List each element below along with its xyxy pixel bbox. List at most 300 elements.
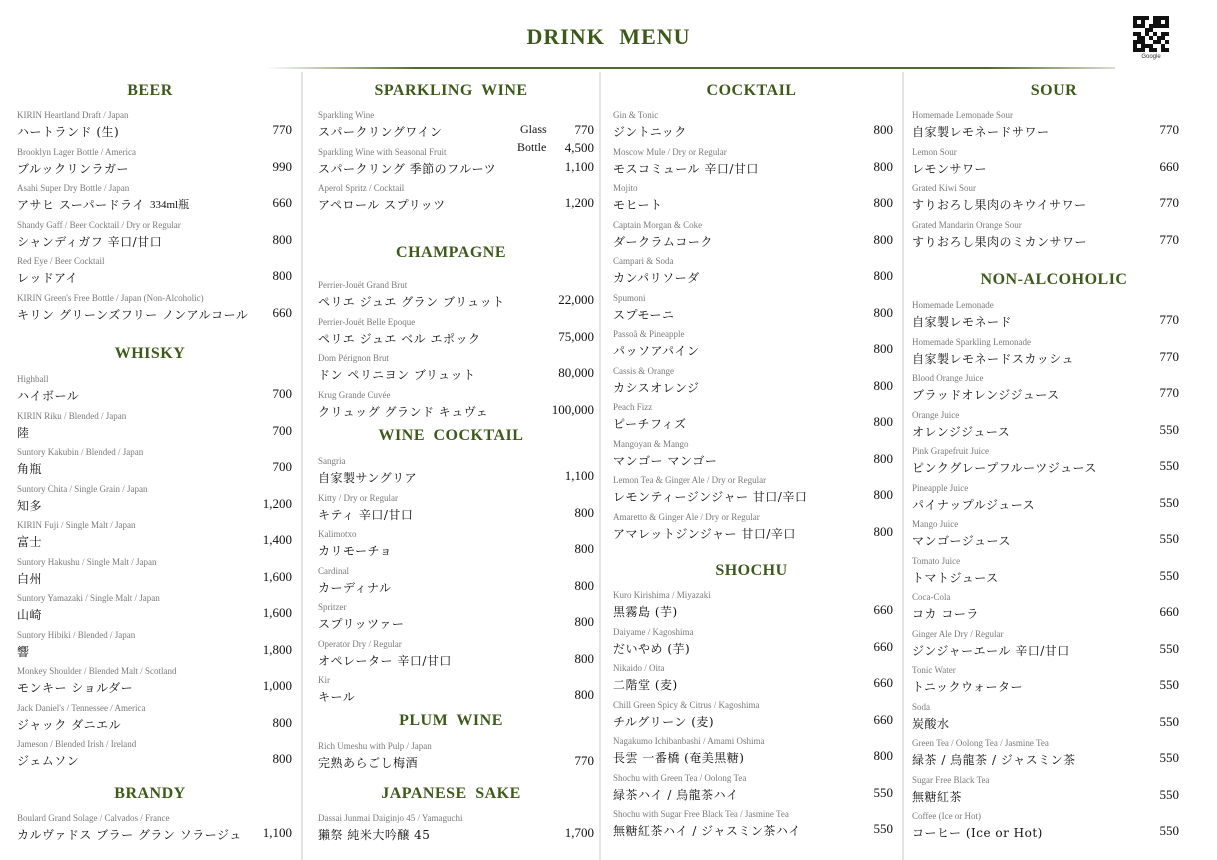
menu-item[interactable]	[0, 183, 300, 217]
menu-item[interactable]	[601, 147, 902, 181]
item-price: 660	[873, 675, 893, 690]
item-price: 660	[272, 304, 292, 320]
menu-item[interactable]	[601, 736, 902, 770]
item-price: 550	[1159, 640, 1179, 656]
item-japanese-name: ペリエ ジュエ ベル エポック	[318, 331, 481, 346]
menu-column-4	[904, 72, 1204, 860]
item-english-name: Captain Morgan & Coke	[613, 219, 703, 230]
item-price: 800	[873, 414, 893, 429]
menu-item[interactable]	[0, 557, 300, 591]
item-japanese-name: モンキー ショルダー	[17, 681, 134, 695]
item-price: 800	[873, 450, 893, 466]
item-english-name: Orange Juice	[912, 409, 960, 420]
item-english-name: Green Tea / Oolong Tea / Jasmine Tea	[912, 738, 1049, 748]
item-japanese-name: 長雲 一番橋 (奄美黒糖)	[613, 751, 745, 765]
item-japanese-name: コーヒー (Ice or Hot)	[912, 826, 1043, 840]
item-japanese-name: クリュッグ グランド キュヴェ	[318, 404, 489, 419]
item-english-name: Perrier-Jouët Grand Brut	[318, 280, 408, 290]
item-japanese-name: 炭酸水	[912, 716, 950, 731]
item-price: 700	[272, 422, 292, 438]
item-japanese-name: パイナップルジュース	[912, 497, 1036, 512]
item-japanese-name: カンパリソーダ	[613, 271, 700, 285]
item-japanese-name: シャンディガフ 辛口/甘口	[17, 234, 163, 249]
item-japanese-name: アサヒ スーパードライ	[17, 198, 145, 212]
menu-column-2	[303, 72, 599, 860]
item-english-name: Grated Kiwi Sour	[912, 183, 976, 193]
item-japanese-name: アペロール スプリッツ	[318, 198, 446, 212]
item-english-name: Lemon Tea & Ginger Ale / Dry or Regular	[613, 475, 767, 485]
item-price: 800	[873, 341, 893, 356]
item-japanese-name: ジンジャーエール 辛口/甘口	[912, 643, 1070, 658]
menu-column-3	[601, 72, 902, 860]
item-japanese-name: ハイボール	[17, 389, 80, 403]
item-price: 800	[272, 714, 292, 730]
menu-item[interactable]	[904, 446, 1204, 480]
menu-item[interactable]	[904, 592, 1204, 626]
section-title: PLUM WINE	[399, 712, 503, 729]
item-japanese-name: 自家製レモネードスカッシュ	[912, 351, 1075, 366]
menu-item[interactable]	[0, 110, 300, 144]
item-price: 1,600	[262, 568, 292, 584]
menu-item[interactable]	[904, 220, 1204, 254]
item-english-name: Cassis & Orange	[613, 365, 674, 376]
item-price: 550	[1159, 421, 1179, 437]
item-japanese-name: ドン ペリニヨン ブリュット	[318, 368, 476, 382]
item-japanese-name: 自家製サングリア	[318, 471, 418, 485]
menu-item[interactable]	[303, 493, 599, 527]
menu-item[interactable]	[0, 593, 300, 627]
item-japanese-name: トニックウォーター	[912, 680, 1024, 694]
item-english-name: KIRIN Heartland Draft / Japan	[17, 110, 129, 120]
item-japanese-name: ジャック ダニエル	[17, 717, 122, 732]
item-japanese-name: オレンジジュース	[912, 424, 1011, 439]
menu-item[interactable]	[601, 329, 902, 363]
item-english-name: Pineapple Juice	[912, 482, 969, 493]
item-price: 800	[272, 268, 292, 283]
item-english-name: Homemade Lemonade Sour	[912, 110, 1013, 120]
menu-item[interactable]	[303, 456, 599, 490]
item-english-name: Shochu with Green Tea / Oolong Tea	[613, 772, 747, 783]
item-japanese-name: 完熟あらごし梅酒	[318, 756, 419, 770]
item-english-name: Daiyame / Kagoshima	[613, 626, 694, 637]
item-japanese-name: スパークリングワイン	[318, 125, 443, 139]
item-english-name: Dassai Junmai Daiginjo 45 / Yamaguchi	[318, 813, 463, 823]
menu-item[interactable]	[601, 590, 902, 624]
item-japanese-name: カリモーチョ	[318, 544, 393, 558]
item-japanese-name: ピーチフィズ	[613, 417, 687, 431]
item-price: 1,100	[564, 158, 594, 174]
menu-item[interactable]	[601, 663, 902, 697]
item-english-name: Spumoni	[613, 292, 646, 303]
page-title: DRINK MENU	[526, 24, 691, 49]
menu-item[interactable]	[601, 773, 902, 807]
menu-item[interactable]	[0, 293, 300, 327]
item-price: 550	[873, 821, 893, 836]
item-japanese-name: 白州	[17, 571, 43, 586]
menu-item[interactable]	[303, 639, 599, 673]
bottle-label: Bottle	[517, 140, 547, 154]
item-price: 800	[574, 504, 594, 520]
menu-column-1	[0, 72, 300, 860]
item-japanese-name: 無糖紅茶	[912, 789, 963, 804]
item-price: 800	[574, 687, 594, 702]
item-price: 550	[1159, 677, 1179, 692]
menu-item[interactable]	[0, 520, 300, 554]
item-price: 660	[873, 711, 893, 727]
item-english-name: Gin & Tonic	[613, 110, 659, 120]
menu-item[interactable]	[0, 220, 300, 254]
item-japanese-name: だいやめ (芋)	[613, 641, 691, 656]
menu-item[interactable]	[0, 447, 300, 481]
item-price: 550	[1159, 823, 1179, 838]
menu-item[interactable]	[904, 337, 1204, 371]
menu-item[interactable]	[601, 475, 902, 509]
menu-item[interactable]	[0, 147, 300, 181]
item-price: 770	[1159, 195, 1179, 210]
title-rule	[265, 67, 1115, 69]
item-price: 770	[1159, 312, 1179, 327]
item-price: 100,000	[551, 401, 594, 417]
item-japanese-name: キール	[318, 690, 356, 704]
menu-item[interactable]	[904, 556, 1204, 590]
item-english-name: Coca-Cola	[912, 592, 951, 602]
item-price: 660	[272, 195, 292, 210]
menu-item[interactable]	[601, 256, 902, 290]
item-english-name: KIRIN Green's Free Bottle / Japan (Non-Alcoholic)	[17, 292, 204, 303]
menu-item[interactable]	[303, 353, 599, 387]
item-japanese-name: カーディナル	[318, 580, 392, 595]
menu-item[interactable]	[601, 402, 902, 436]
item-japanese-name: 緑茶ハイ / 烏龍茶ハイ	[613, 787, 739, 802]
item-english-name: Passoã & Pineapple	[613, 329, 685, 339]
menu-item[interactable]	[904, 629, 1204, 663]
item-english-name: Suntory Hibiki / Blended / Japan	[17, 629, 136, 640]
bottle-price: 4,500	[564, 140, 594, 155]
item-price: 770	[1159, 385, 1179, 400]
item-english-name: Highball	[17, 374, 49, 384]
item-japanese-name: チルグリーン (麦)	[613, 714, 715, 729]
item-japanese-name: コカ コーラ	[912, 607, 979, 621]
menu-item[interactable]	[303, 390, 599, 424]
item-japanese-name: 知多	[17, 498, 43, 513]
menu-item[interactable]	[904, 665, 1204, 699]
item-english-name: Spritzer	[318, 602, 347, 612]
item-japanese-name: ブルックリンラガー	[17, 161, 130, 176]
item-japanese-name: スプモーニ	[613, 307, 675, 322]
item-english-name: Operator Dry / Regular	[318, 638, 402, 649]
menu-item[interactable]	[904, 410, 1204, 444]
section-title: BRANDY	[114, 785, 186, 802]
item-japanese-name: キリン グリーンズフリー ノンアルコール	[17, 307, 249, 322]
item-japanese-name: ジェムソン	[17, 754, 80, 768]
item-price: 1,600	[262, 605, 292, 620]
menu-item[interactable]	[904, 147, 1204, 181]
menu-item[interactable]	[303, 317, 599, 351]
item-english-name: Ginger Ale Dry / Regular	[912, 628, 1004, 639]
item-english-name: Sugar Free Black Tea	[912, 774, 990, 785]
item-japanese-name: 緑茶 / 烏龍茶 / ジャスミン茶	[912, 753, 1076, 767]
menu-item[interactable]	[601, 809, 902, 843]
menu-item[interactable]	[0, 739, 300, 773]
item-price: 660	[1159, 604, 1179, 619]
item-price: 1,400	[262, 532, 292, 547]
item-japanese-name: パッソアパイン	[613, 344, 700, 358]
item-english-name: Shandy Gaff / Beer Cocktail / Dry or Regular	[17, 219, 181, 230]
item-english-name: Jack Daniel's / Tennessee / America	[17, 702, 146, 713]
item-english-name: Blood Orange Juice	[912, 373, 984, 383]
section-title: JAPANESE SAKE	[381, 785, 521, 802]
item-english-name: Kalimotxo	[318, 529, 357, 539]
menu-item[interactable]	[0, 411, 300, 445]
item-japanese-name: 角瓶	[17, 462, 43, 476]
menu-item[interactable]	[303, 813, 599, 847]
item-english-name: Cardinal	[318, 565, 349, 576]
item-english-name: Suntory Hakushu / Single Malt / Japan	[17, 556, 157, 567]
item-price: 800	[272, 751, 292, 766]
menu-item[interactable]	[303, 602, 599, 636]
section-title: COCKTAIL	[706, 82, 797, 99]
item-japanese-name: レモンティージンジャー 甘口/辛口	[613, 490, 808, 504]
item-japanese-name: オペレーター 辛口/甘口	[318, 653, 452, 668]
item-price: 1,100	[564, 468, 594, 483]
menu-item[interactable]	[0, 630, 300, 664]
item-japanese-name: ペリエ ジュエ グラン ブリュット	[318, 295, 505, 309]
item-price: 75,000	[558, 328, 594, 344]
item-english-name: Kuro Kirishima / Miyazaki	[613, 590, 711, 600]
item-japanese-name: 黒霧島 (芋)	[613, 605, 678, 619]
section-title: BEER	[127, 82, 173, 99]
item-english-name: Brooklyn Lager Bottle / America	[17, 146, 136, 157]
menu-item[interactable]	[303, 529, 599, 563]
item-price: 800	[574, 577, 594, 593]
item-english-name: Nikaido / Oita	[613, 663, 665, 673]
item-price: 800	[873, 268, 893, 283]
item-english-name: Dom Pérignon Brut	[318, 353, 389, 363]
item-english-name: Homemade Lemonade	[912, 300, 994, 310]
menu-item[interactable]	[904, 183, 1204, 217]
item-english-name: Lemon Sour	[912, 146, 957, 157]
menu-item[interactable]	[601, 700, 902, 734]
item-japanese-name: 富士	[17, 535, 43, 549]
item-price: 550	[873, 784, 893, 800]
item-japanese-name: カルヴァドス ブラー グラン ソラージュ	[17, 828, 242, 842]
item-price: 800	[574, 541, 594, 556]
item-japanese-name: ブラッドオレンジジュース	[912, 388, 1060, 402]
item-price: 550	[1159, 567, 1179, 583]
item-price: 660	[873, 602, 893, 617]
item-japanese-name: ピンクグレープフルーツジュース	[912, 461, 1097, 475]
menu-item[interactable]	[904, 110, 1204, 144]
item-english-name: KIRIN Fuji / Single Malt / Japan	[17, 520, 136, 530]
item-japanese-name: モヒート	[613, 198, 663, 212]
item-price: 800	[873, 304, 893, 320]
item-english-name: Suntory Yamazaki / Single Malt / Japan	[17, 593, 160, 603]
section-title: CHAMPAGNE	[396, 244, 506, 261]
item-price: 700	[272, 386, 292, 401]
menu-item[interactable]	[601, 183, 902, 217]
menu-item[interactable]	[0, 813, 300, 847]
item-japanese-name: 自家製レモネードサワー	[912, 125, 1050, 139]
item-english-name: Mojito	[613, 183, 638, 193]
item-price: 550	[1159, 786, 1179, 802]
item-english-name: Nagakumo Ichibanbashi / Amami Oshima	[613, 736, 765, 746]
item-japanese-name: マンゴージュース	[912, 534, 1011, 548]
section-title: WINE COCKTAIL	[378, 427, 524, 444]
item-price: 1,200	[564, 195, 594, 210]
item-price: 770	[574, 753, 594, 768]
qr-caption: Google	[1141, 54, 1161, 60]
item-price: 1,700	[564, 825, 594, 840]
item-price: 800	[873, 523, 893, 539]
item-price: 800	[873, 195, 893, 210]
item-price: 770	[272, 122, 292, 137]
menu-item[interactable]	[904, 702, 1204, 736]
item-japanese-name: 二階堂 (麦)	[613, 678, 678, 692]
item-english-name: Rich Umeshu with Pulp / Japan	[318, 741, 432, 751]
menu-item[interactable]	[303, 675, 599, 709]
item-english-name: Sparkling Wine with Seasonal Fruit	[318, 146, 447, 157]
qr-module	[1165, 48, 1169, 52]
item-size-note: 334ml瓶	[150, 199, 190, 211]
menu-item[interactable]	[904, 811, 1204, 845]
item-price: 550	[1159, 750, 1179, 765]
item-price: 550	[1159, 713, 1179, 729]
item-price: 660	[873, 638, 893, 654]
item-price: 770	[1159, 122, 1179, 137]
item-japanese-name: すりおろし果肉のミカンサワー	[912, 234, 1088, 249]
item-english-name: KIRIN Riku / Blended / Japan	[17, 410, 127, 421]
menu-item[interactable]	[303, 741, 599, 775]
item-english-name: Suntory Chita / Single Grain / Japan	[17, 483, 148, 494]
item-english-name: Shochu with Sugar Free Black Tea / Jasmine Tea	[613, 809, 789, 819]
menu-item[interactable]	[601, 439, 902, 473]
item-english-name: Mangoyan & Mango	[613, 438, 689, 449]
item-price: 800	[873, 122, 893, 137]
item-japanese-name: 自家製レモネード	[912, 315, 1013, 329]
item-japanese-name: すりおろし果肉のキウイサワー	[912, 198, 1087, 212]
item-price: 550	[1159, 494, 1179, 510]
item-japanese-name: スパークリング 季節のフルーツ	[318, 161, 497, 176]
item-english-name: Kitty / Dry or Regular	[318, 492, 398, 503]
menu-item[interactable]	[904, 775, 1204, 809]
menu-item[interactable]	[601, 627, 902, 661]
menu-item[interactable]	[0, 484, 300, 518]
item-japanese-name: スプリッツァー	[318, 617, 405, 631]
section-title: SOUR	[1030, 82, 1078, 99]
item-price: 1,000	[262, 678, 292, 693]
item-english-name: Tomato Juice	[912, 555, 961, 566]
item-english-name: Amaretto & Ginger Ale / Dry or Regular	[613, 511, 760, 522]
menu-item[interactable]	[601, 220, 902, 254]
item-japanese-name: 無糖紅茶ハイ / ジャスミン茶ハイ	[613, 824, 801, 838]
menu-item[interactable]	[904, 300, 1204, 334]
item-price: 770	[574, 122, 594, 137]
item-japanese-name: 獺祭 純米大吟醸 45	[318, 828, 431, 842]
section-title: SHOCHU	[715, 562, 788, 579]
item-english-name: Homemade Sparkling Lemonade	[912, 336, 1031, 347]
item-japanese-name: レモンサワー	[912, 161, 988, 176]
item-english-name: Chill Green Spicy & Citrus / Kagoshima	[613, 699, 760, 710]
menu-item[interactable]	[303, 566, 599, 600]
item-price: 1,200	[262, 495, 292, 511]
item-japanese-name: トマトジュース	[912, 570, 999, 585]
menu-item[interactable]	[0, 374, 300, 408]
item-price: 770	[1159, 231, 1179, 247]
item-price: 700	[272, 459, 292, 474]
item-english-name: Asahi Super Dry Bottle / Japan	[17, 183, 130, 193]
item-japanese-name: 響	[17, 644, 30, 659]
menu-item[interactable]	[601, 110, 902, 144]
menu-item[interactable]	[0, 703, 300, 737]
glass-label: Glass	[520, 122, 547, 136]
item-japanese-name: ハートランド (生)	[17, 125, 120, 139]
item-english-name: Campari & Soda	[613, 256, 674, 266]
item-price: 550	[1159, 458, 1179, 473]
item-english-name: Pink Grapefruit Juice	[912, 446, 989, 456]
menu-item[interactable]	[303, 280, 599, 314]
item-price: 1,100	[262, 825, 292, 840]
section-title: WHISKY	[114, 345, 186, 362]
item-english-name: Krug Grande Cuvée	[318, 389, 391, 400]
item-english-name: Sparkling Wine	[318, 110, 375, 120]
item-english-name: Coffee (Ice or Hot)	[912, 811, 982, 821]
item-english-name: Kir	[318, 675, 330, 685]
menu-item[interactable]	[303, 183, 599, 217]
menu-item[interactable]	[303, 147, 599, 181]
item-english-name: Grated Mandarin Orange Sour	[912, 219, 1022, 230]
item-price: 1,800	[262, 641, 292, 657]
qr-code-icon[interactable]	[1133, 16, 1169, 52]
menu-item[interactable]	[601, 512, 902, 546]
item-english-name: Boulard Grand Solage / Calvados / France	[17, 813, 170, 823]
item-english-name: Suntory Kakubin / Blended / Japan	[17, 447, 144, 457]
item-price: 660	[1159, 158, 1179, 174]
item-japanese-name: ジントニック	[613, 125, 687, 139]
item-japanese-name: キティ 辛口/甘口	[318, 507, 414, 522]
menu-item[interactable]	[904, 519, 1204, 553]
item-english-name: Soda	[912, 701, 930, 712]
item-japanese-name: 山崎	[17, 608, 43, 622]
item-english-name: Moscow Mule / Dry or Regular	[613, 146, 727, 157]
menu-item[interactable]	[601, 293, 902, 327]
item-price: 770	[1159, 348, 1179, 364]
item-price: 800	[574, 650, 594, 666]
item-price: 800	[873, 487, 893, 502]
item-english-name: Mango Juice	[912, 519, 959, 529]
item-english-name: Monkey Shoulder / Blended Malt / Scotland	[17, 666, 177, 676]
menu-item[interactable]	[904, 738, 1204, 772]
item-english-name: Red Eye / Beer Cocktail	[17, 256, 105, 266]
item-japanese-name: ダークラムコーク	[613, 234, 713, 249]
menu-item[interactable]	[601, 366, 902, 400]
item-price: 800	[873, 377, 893, 393]
menu-item[interactable]	[904, 483, 1204, 517]
item-price: 800	[574, 614, 594, 629]
menu-item[interactable]	[0, 256, 300, 290]
item-price: 80,000	[558, 365, 594, 380]
section-title: SPARKLING WINE	[374, 82, 528, 99]
item-english-name: Tonic Water	[912, 665, 956, 675]
item-english-name: Peach Fizz	[613, 402, 653, 412]
item-english-name: Sangria	[318, 456, 346, 466]
item-japanese-name: マンゴー マンゴー	[613, 453, 718, 468]
item-price: 550	[1159, 531, 1179, 546]
menu-item[interactable]	[0, 666, 300, 700]
item-japanese-name: レッドアイ	[17, 271, 78, 285]
item-japanese-name: モスコミュール 辛口/甘口	[613, 161, 759, 176]
item-japanese-name: 陸	[17, 425, 30, 440]
menu-item[interactable]	[904, 373, 1204, 407]
